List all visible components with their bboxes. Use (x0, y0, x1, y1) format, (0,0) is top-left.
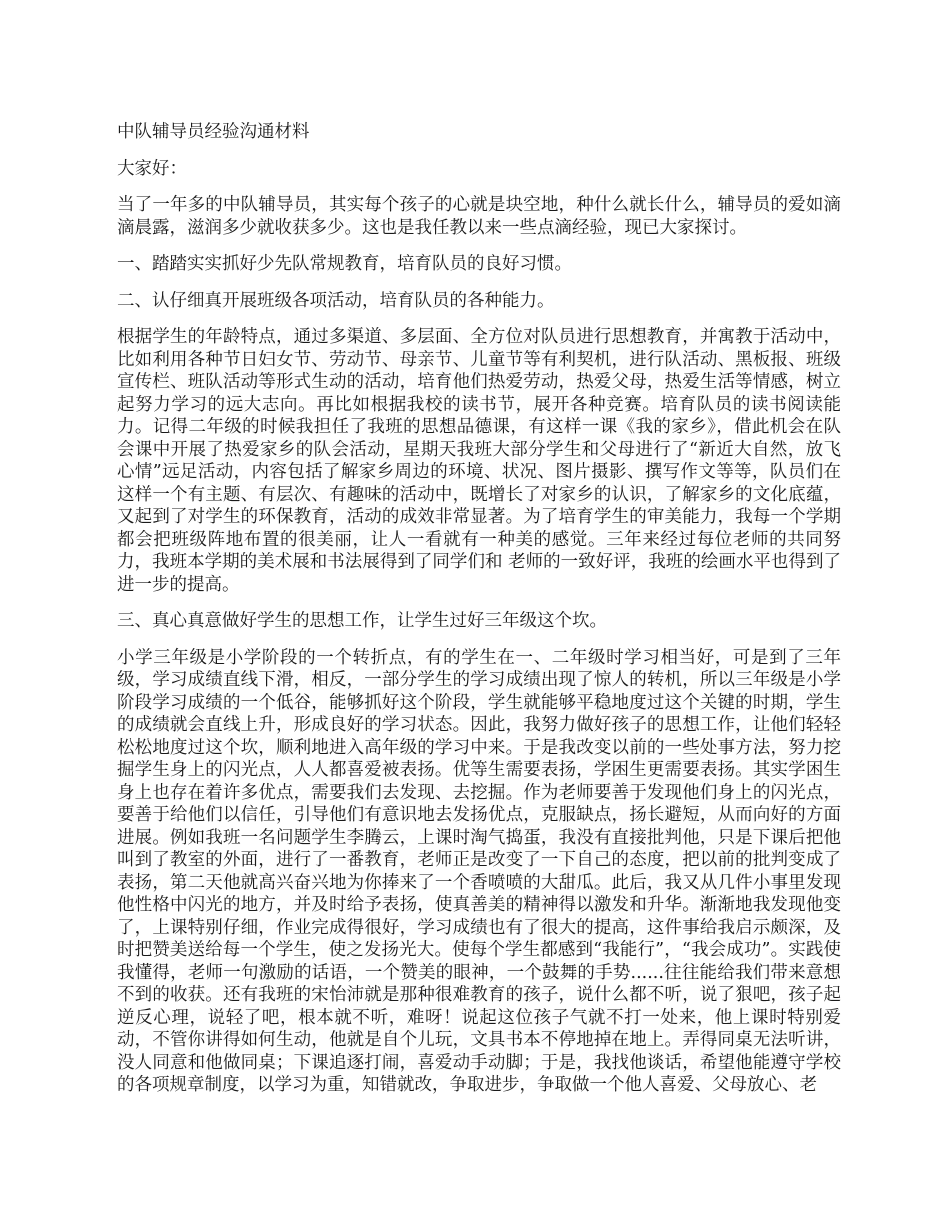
paragraph-activities: 根据学生的年龄特点，通过多渠道、多层面、全方位对队员进行思想教育，并寓教于活动中，比如利用各种节日妇女节、劳动节、母亲节、儿童节等有利契机，进行队活动、黑板报、班级宣传栏、班队活动等形式生动的活动，培育他们热爱劳动，热爱父母，热爱生活等情感，树立起努力学习的远大志向。再比如根据我校的读书节，展开各种竞赛。培育队员的读书阅读能力。记得二年级的时候我担任了我班的思想品德课，有这样一课《我的家乡》，借此机会在队会课中开展了热爱家乡的队会活动，星期天我班大部分学生和父母进行了“新近大自然，放飞心情”远足活动，内容包括了解家乡周边的环境、状况、图片摄影、撰写作文等等，队员们在这样一个有主题、有层次、有趣味的活动中，既增长了对家乡的认识，了解家乡的文化底蕴，又起到了对学生的环保教育，活动的成效非常显著。为了培育学生的审美能力，我每一个学期都会把班级阵地布置的很美丽，让人一看就有一种美的感觉。三年来经过每位老师的共同努力，我班本学期的美术展和书法展得到了同学们和 老师的一致好评，我班的绘画水平也得到了进一步的提高。 (117, 327, 841, 595)
section-heading-2: 二、认仔细真开展班级各项活动，培育队员的各种能力。 (117, 290, 555, 311)
greeting: 大家好： (117, 158, 187, 179)
paragraph-intro: 当了一年多的中队辅导员，其实每个孩子的心就是块空地，种什么就长什么，辅导员的爱如滴滴晨露，滋润多少就收获多少。这也是我任教以来一些点滴经验，现已大家探讨。 (117, 195, 841, 238)
section-heading-1: 一、踏踏实实抓好少先队常规教育，培育队员的良好习惯。 (117, 254, 572, 274)
document-title: 中队辅导员经验沟通材料 (117, 122, 310, 142)
paragraph-third-grade: 小学三年级是小学阶段的一个转折点，有的学生在一、二年级时学习相当好，可是到了三年级，学习成绩直线下滑，相反，一部分学生的学习成绩出现了惊人的转机，所以三年级是小学阶段学习成绩的一个低谷，能够抓好这个阶段，学生就能够平稳地度过这个关键的时期，学生的成绩就会直线上升，形成良好的学习状态。因此，我努力做好孩子的思想工作，让他们轻轻松松地度过这个坎，顺利地进入高年级的学习中来。于是我改变以前的一些处事方法，努力挖掘学生身上的闪光点，人人都喜爱被表扬。优等生需要表扬，学困生更需要表扬。其实学困生身上也存在着许多优点，需要我们去发现、去挖掘。作为老师要善于发现他们身上的闪光点，要善于给他们以信任，引导他们有意识地去发扬优点，克服缺点，扬长避短，从而向好的方面进展。例如我班一名问题学生李腾云，上课时淘气捣蛋，我没有直接批判他，只是下课后把他叫到了教室的外面，进行了一番教育，老师正是改变了一下自己的态度，把以前的批判变成了表扬，第二天他就高兴奋兴地为你捧来了一个香喷喷的大甜瓜。此后，我又从几件小事里发现他性格中闪光的地方，并及时给予表扬，使真善美的精神得以激发和升华。渐渐地我发现他变了，上课特别仔细，作业完成得很好，学习成绩也有了很大的提高，这件事给我启示颇深，及时把赞美送给每一个学生，使之发扬光大。使每个学生都感到“我能行”，“我会成功”。实践使我懂得，老师一句激励的话语，一个赞美的眼神，一个鼓舞的手势......往往能给我们带来意想不到的收获。还有我班的宋怡沛就是那种很难教育的孩子，说什么都不听，说了狠吧，孩子起逆反心理，说轻了吧，根本就不听，难呀！说起这位孩子气就不打一处来，他上课时特别爱动，不管你讲得如何生动，他就是自个儿玩，文具书本不停地掉在地上。弄得同桌无法听讲，没人同意和他做同桌；下课追逐打闹，喜爱动手动脚；于是，我找他谈话，希望他能遵守学校的各项规章制度，以学习为重，知错就改，争取进步，争取做一个他人喜爱、父母放心、老 (117, 647, 841, 1095)
section-heading-3: 三、真心真意做好学生的思想工作，让学生过好三年级这个坎。 (117, 611, 607, 631)
document-page (117, 121, 841, 1111)
